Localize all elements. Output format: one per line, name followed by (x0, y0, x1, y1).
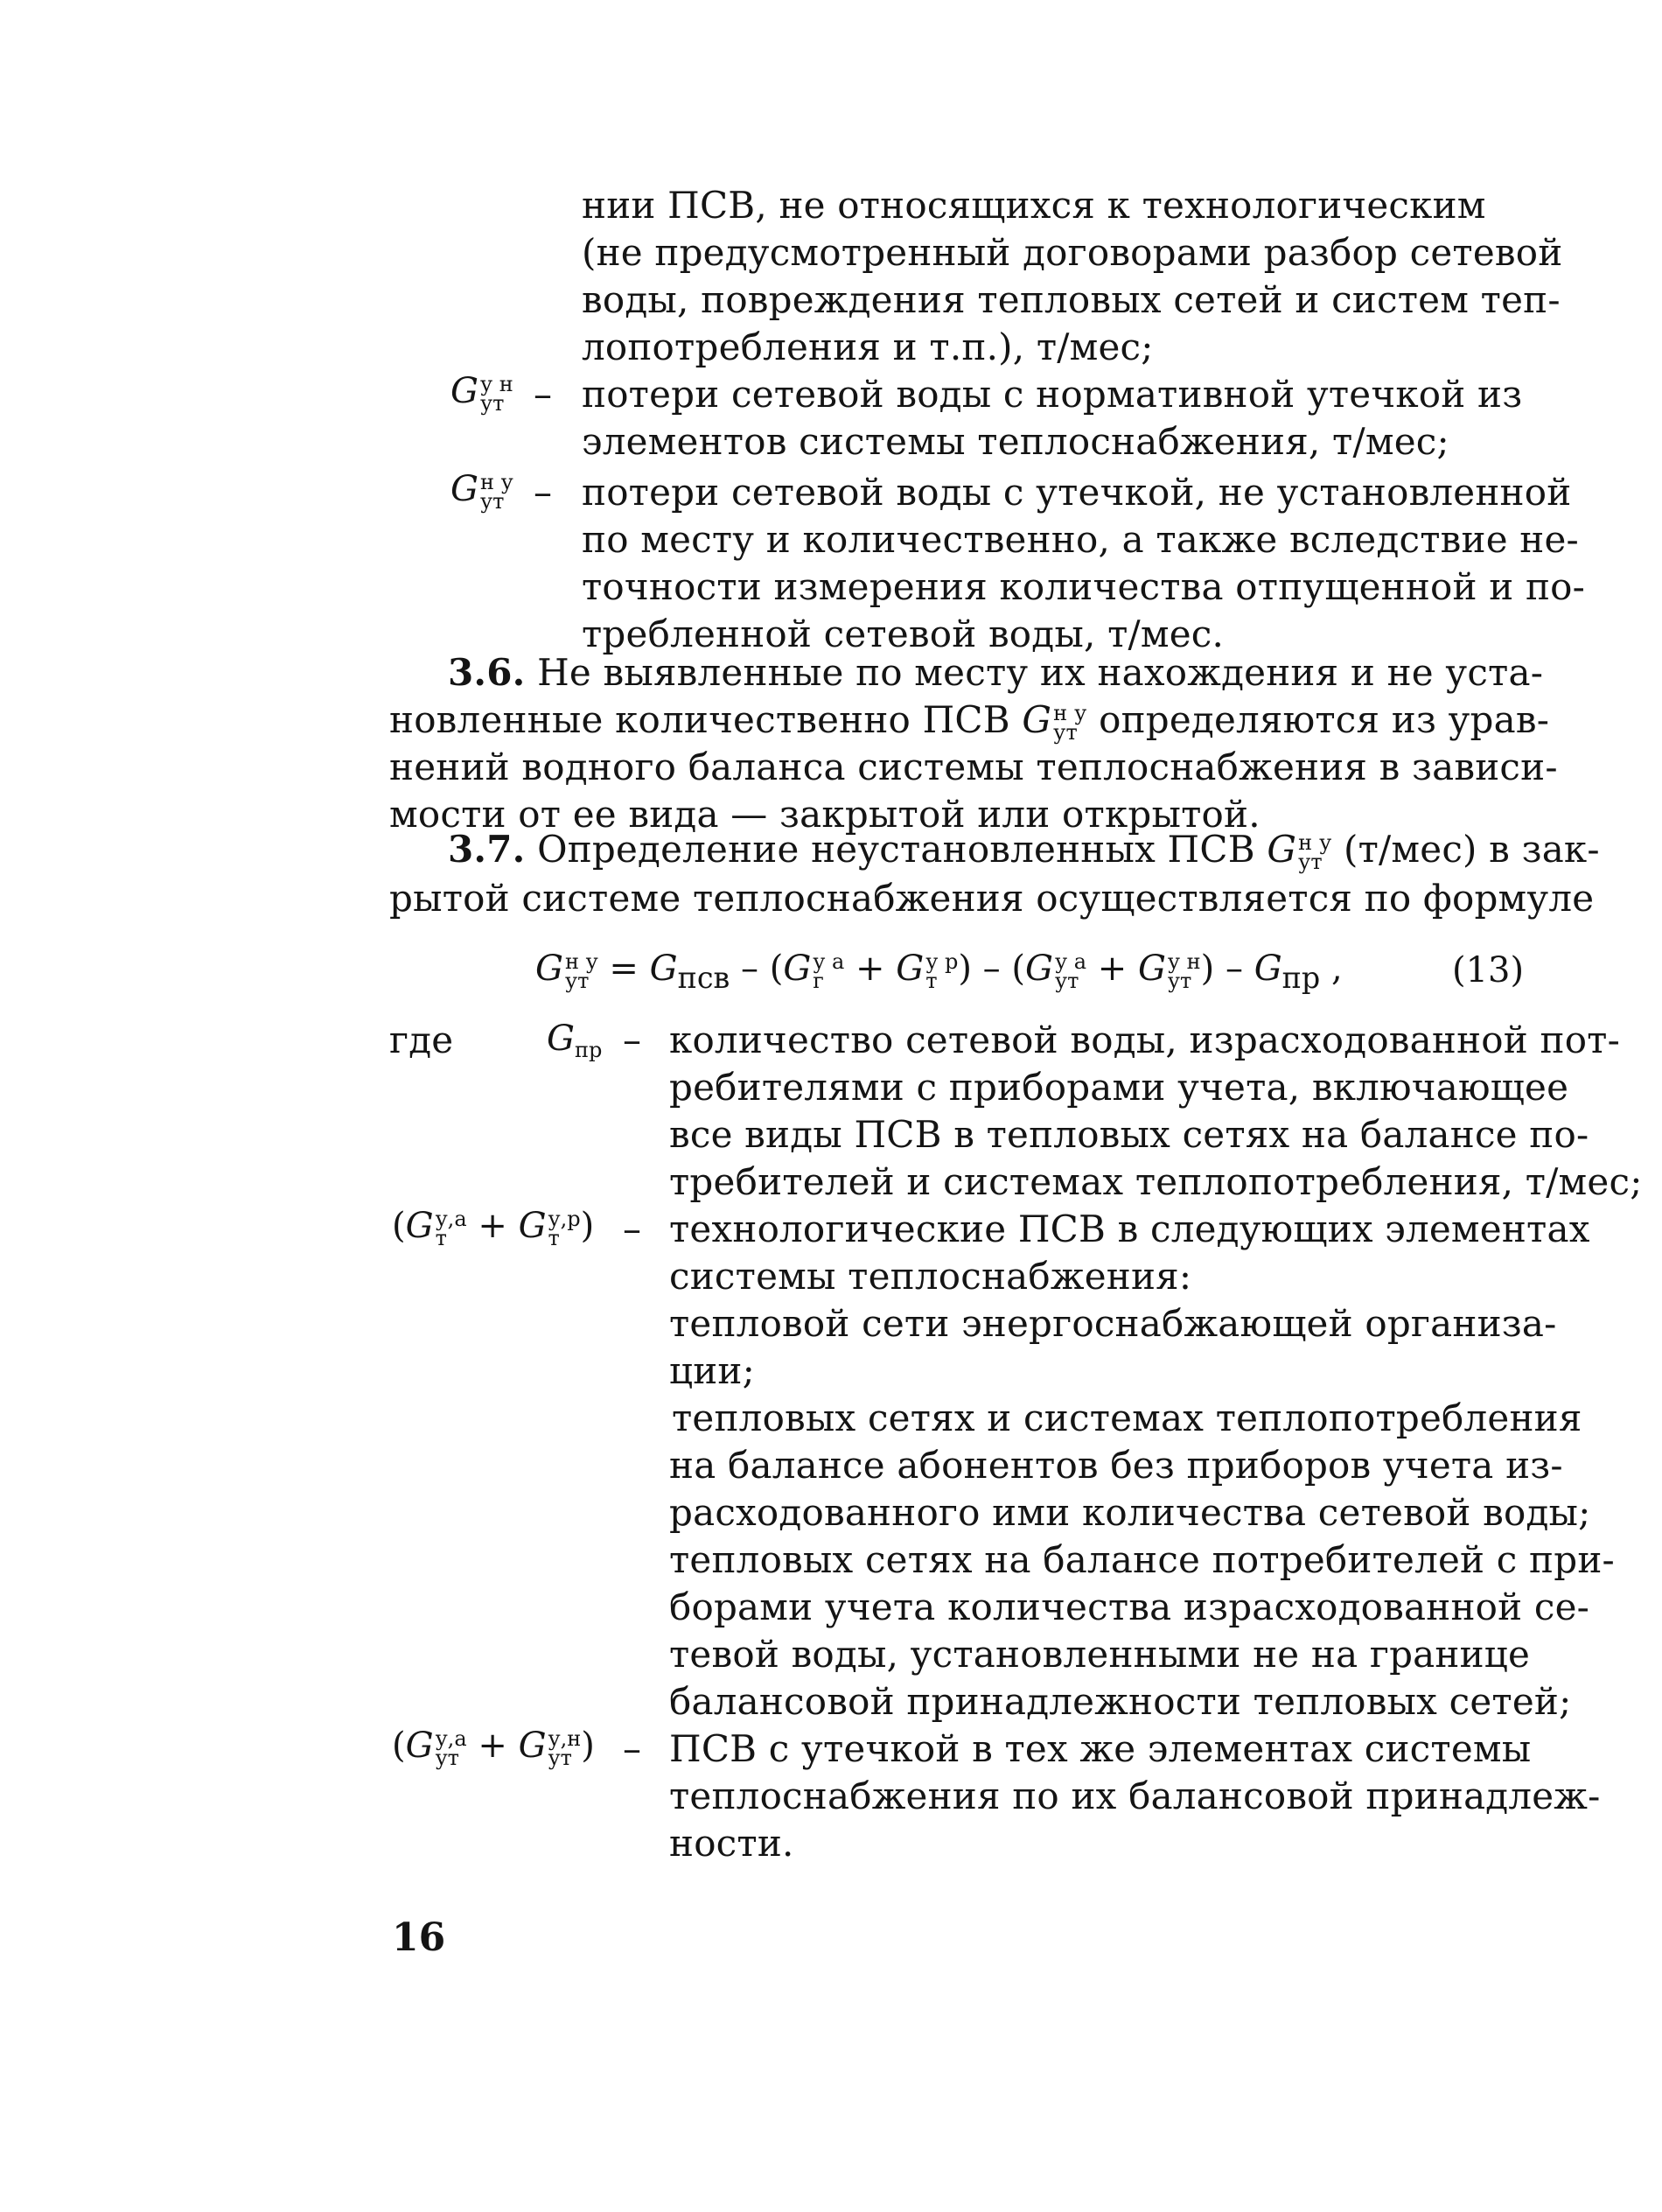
paragraph-3-7-line: 3.7. Определение неустановленных ПСВ G н у ут (т/мес) в зак- (448, 828, 1600, 874)
text-line: технологические ПСВ в следующих элементах (669, 1208, 1590, 1250)
text-line: расходованного ими количества сетевой воды; (669, 1491, 1591, 1534)
text-line: (не предусмотренный договорами разбор сетевой (582, 231, 1563, 274)
text-line: ребителями с приборами учета, включающее (669, 1066, 1569, 1109)
text-line: ПСВ с утечкой в тех же элементах системы (669, 1727, 1532, 1770)
paragraph-number: 3.6. (448, 651, 526, 694)
paragraph-3-6-line: новленные количественно ПСВ G н у ут определяются из урав- (389, 698, 1550, 745)
equation-number: (13) (1452, 950, 1525, 990)
where-label: где (389, 1018, 454, 1061)
text-line: системы теплоснабжения: (669, 1255, 1192, 1298)
text-line: требленной сетевой воды, т/мес. (582, 612, 1225, 655)
text-line: на балансе абонентов без приборов учета из- (669, 1444, 1563, 1487)
text-line: воды, повреждения тепловых сетей и систем теп- (582, 278, 1561, 321)
symbol-g-t-tech: (G у,а т + G у,р т ) (392, 1206, 595, 1250)
text-line: тевой воды, установленными не на границе (669, 1633, 1531, 1676)
paragraph-3-6-line: 3.6. Не выявленные по месту их нахождения и не уста- (448, 651, 1544, 694)
text-line: точности измерения количества отпущенной и по- (582, 565, 1586, 608)
definition-dash: – (534, 373, 552, 416)
text-line: теплоснабжения по их балансовой принадлеж- (669, 1774, 1601, 1817)
text-line: потери сетевой воды с нормативной утечкой из (582, 373, 1523, 416)
text-line: лопотребления и т.п.), т/мес; (582, 326, 1154, 368)
definition-dash: – (623, 1018, 641, 1061)
page-number: 16 (392, 1915, 446, 1960)
paragraph-3-6-line: нений водного баланса системы теплоснабжения в зависи- (389, 746, 1558, 788)
text-line: тепловой сети энергоснабжающей организа- (669, 1302, 1557, 1345)
definition-dash: – (623, 1727, 641, 1770)
symbol-g-pr: $G_{пр}$ (547, 1018, 603, 1062)
text-line: тепловых сетях и системах теплопотребления (672, 1396, 1582, 1439)
text-line: тепловых сетях на балансе потребителей с при- (669, 1538, 1615, 1581)
text-line: количество сетевой воды, израсходованной пот- (669, 1018, 1621, 1061)
paragraph-3-7-line: рытой системе теплоснабжения осуществляется по формуле (389, 877, 1595, 920)
text-line: ности. (669, 1822, 794, 1865)
text-line: по месту и количественно, а также вследствие не- (582, 518, 1579, 561)
definition-dash: – (623, 1208, 641, 1250)
symbol-g-ut-un: G у н ут (450, 371, 513, 416)
text-line: потери сетевой воды с утечкой, не установленной (582, 471, 1572, 514)
definition-dash: – (534, 471, 552, 514)
symbol-g-ut-nu: G н у ут (450, 469, 513, 514)
paragraph-number: 3.7. (448, 828, 526, 871)
symbol-g-ut-leak: (G у,а ут + G у,н ут ) (392, 1726, 595, 1770)
text-line: борами учета количества израсходованной се- (669, 1586, 1590, 1628)
text-line: требителей и системах теплопотребления, т/мес; (669, 1160, 1643, 1203)
text-line: нии ПСВ, не относящихся к технологическим (582, 184, 1486, 227)
text-line: ции; (669, 1349, 755, 1392)
formula-13: G н у ут = $G_{псв} - (G$ у а г + G у р т ) – (G у а ут + G у н ут ) – $G_{пр}$ , (535, 948, 1343, 995)
paragraph-3-6-line: мости от ее вида — закрытой или открытой. (389, 793, 1260, 836)
text-line: все виды ПСВ в тепловых сетях на балансе по- (669, 1113, 1589, 1156)
text-line: элементов системы теплоснабжения, т/мес; (582, 420, 1449, 463)
text-line: балансовой принадлежности тепловых сетей; (669, 1680, 1572, 1723)
